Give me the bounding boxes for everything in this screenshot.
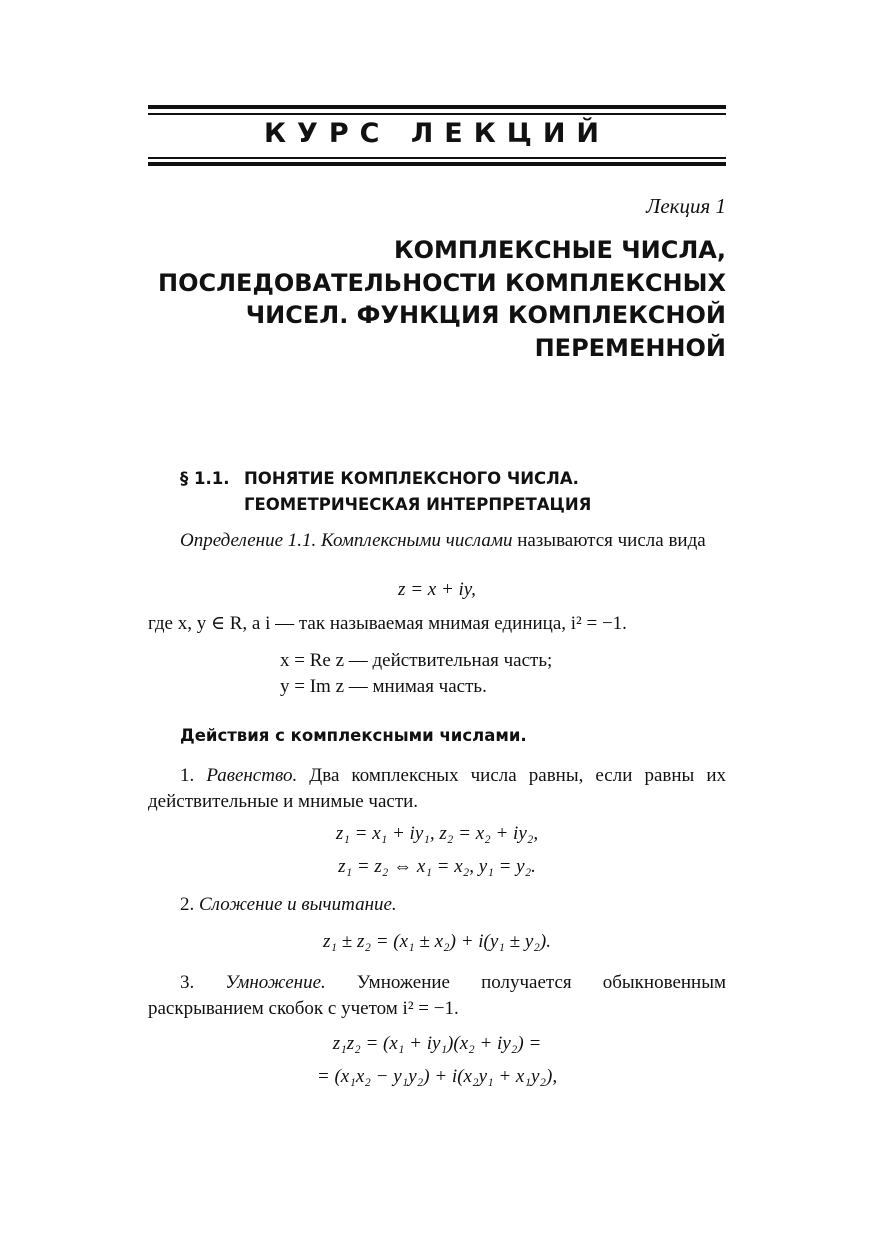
multiplication-formula-2: = (x₁x₂ − y₁y₂) + i(x₂y₁ + x₁y₂), [316,1066,558,1087]
definition-where: где x, y ∈ R, а i — так называемая мнимая единица, i² = −1. [148,613,627,634]
real-part-line: x = Re z — действительная часть; [280,650,553,671]
multiplication-text: Умножение получается обыкновенным раскрыванием скобок с учетом i² = −1. [148,972,726,1019]
equality-paragraph [148,763,726,814]
equality-title: Равенство. [206,765,298,786]
multiplication-formula-1: z₁z₂ = (x₁ + iy₁)(x₂ + iy₂) = [332,1033,542,1054]
header-rule-top-thick [148,105,726,109]
multiplication-number: 3. [180,972,195,993]
lecture-title-line: ЧИСЕЛ. ФУНКЦИЯ КОМПЛЕКСНОЙ [245,301,726,329]
equality-number: 1. [180,765,195,786]
section-number: § 1.1. [180,469,230,488]
section-title-line2: ГЕОМЕТРИЧЕСКАЯ ИНТЕРПРЕТАЦИЯ [244,495,592,514]
definition-term: Комплексными числами [321,530,513,551]
equality-formula-1: z₁ = x₁ + iy₁, z₂ = x₂ + iy₂, [335,823,539,844]
definition-formula: z = x + iy, [398,579,476,600]
addition-title: Сложение и вычитание. [199,894,397,915]
lecture-title-line: ПЕРЕМЕННОЙ [534,333,726,362]
equality-text: Два комплексных числа равны, если равны их действительные и мнимые части. [148,765,727,812]
lecture-title [126,234,726,364]
header-title: КУРС ЛЕКЦИЙ [263,118,611,149]
parts-block [280,648,552,699]
header-rule-bottom-thick [148,162,726,166]
operations-heading: Действия с комплексными числами. [180,726,527,745]
definition-paragraph [148,528,726,554]
definition-text: называются числа вида [517,530,706,551]
section-heading [180,466,591,518]
lecture-title-line: ПОСЛЕДОВАТЕЛЬНОСТИ КОМПЛЕКСНЫХ [158,268,726,297]
addition-formula: z₁ ± z₂ = (x₁ ± x₂) + i(y₁ ± y₂). [323,931,551,952]
definition-label: Определение 1.1. [180,530,317,551]
addition-number: 2. [180,894,195,915]
multiplication-title: Умножение. [225,972,326,993]
header-rule-bottom-thin [148,157,726,159]
lecture-label: Лекция 1 [646,194,726,218]
addition-paragraph [148,892,726,918]
section-title-line1: ПОНЯТИЕ КОМПЛЕКСНОГО ЧИСЛА. [244,469,579,488]
lecture-title-line: КОМПЛЕКСНЫЕ ЧИСЛА, [394,236,726,264]
header-rule-top-thin [148,113,726,115]
equality-formula-2: z₁ = z₂ ⇔ x₁ = x₂, y₁ = y₂. [338,856,536,877]
imag-part-line: y = Im z — мнимая часть. [280,675,487,697]
multiplication-paragraph [148,970,726,1021]
